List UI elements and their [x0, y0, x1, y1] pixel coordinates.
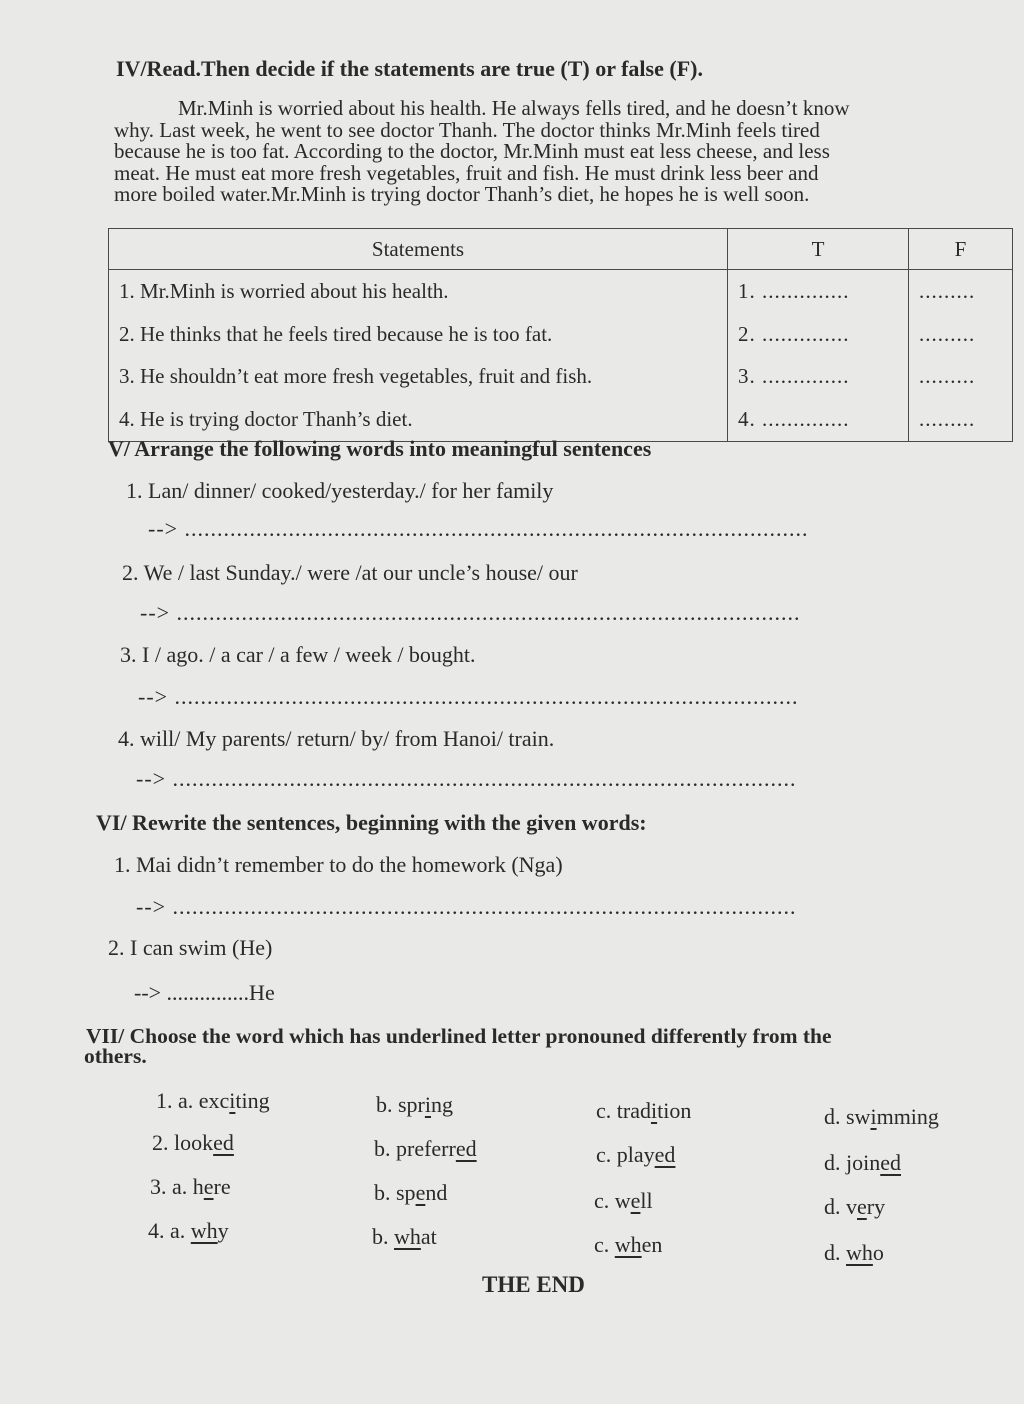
- rewrite-answer-line-2[interactable]: --> ...............He: [134, 980, 275, 1005]
- table-row: [109, 355, 1013, 398]
- true-answer-blank[interactable]: 1. ..............: [728, 270, 909, 313]
- underlined-letter: e: [415, 1180, 426, 1205]
- underlined-letter: e: [857, 1194, 867, 1219]
- underlined-letter: e: [630, 1188, 641, 1213]
- option-2b[interactable]: b. preferred: [374, 1136, 477, 1161]
- the-end-label: THE END: [482, 1272, 585, 1297]
- arrange-answer-line-1[interactable]: --> ................................................................................................: [148, 516, 809, 541]
- false-answer-blank[interactable]: .........: [909, 270, 1013, 313]
- passage-line: Mr.Minh is worried about his health. He always fells tired, and he doesn’t know: [178, 96, 850, 120]
- arrange-answer-line-4[interactable]: --> ................................................................................................: [136, 766, 797, 791]
- statement-cell: 1. Mr.Minh is worried about his health.: [109, 270, 728, 313]
- underlined-letter: wh: [394, 1224, 421, 1249]
- underlined-letter: ed: [880, 1150, 901, 1175]
- false-answer-blank[interactable]: .........: [909, 398, 1013, 441]
- option-1b[interactable]: b. spring: [376, 1092, 454, 1117]
- statement-cell: 3. He shouldn’t eat more fresh vegetables, fruit and fish.: [109, 355, 728, 398]
- underlined-letter: i: [650, 1098, 658, 1123]
- underlined-letter: ed: [654, 1142, 676, 1167]
- option-3d[interactable]: d. very: [824, 1194, 886, 1219]
- option-4b[interactable]: b. what: [372, 1224, 437, 1249]
- passage-line: more boiled water.Mr.Minh is trying doctor Thanh’s diet, he hopes he is well soon.: [114, 182, 810, 206]
- rewrite-prompt-2: 2. I can swim (He): [108, 935, 273, 960]
- rewrite-answer-line-1[interactable]: --> ................................................................................................: [136, 894, 797, 919]
- table-row: [109, 270, 1013, 313]
- section-4-heading: IV/Read.Then decide if the statements are true (T) or false (F).: [116, 56, 703, 81]
- option-4a[interactable]: 4. a. why: [148, 1218, 229, 1243]
- true-answer-blank[interactable]: 4. ..............: [728, 398, 909, 441]
- option-4d[interactable]: d. who: [824, 1240, 884, 1265]
- arrange-answer-line-2[interactable]: --> ................................................................................................: [140, 600, 801, 625]
- arrange-prompt-3: 3. I / ago. / a car / a few / week / bought.: [120, 642, 476, 667]
- arrange-prompt-4: 4. will/ My parents/ return/ by/ from Hanoi/ train.: [118, 726, 555, 751]
- section-5-heading: V/ Arrange the following words into meaningful sentences: [108, 436, 652, 461]
- option-4c[interactable]: c. when: [594, 1232, 663, 1257]
- option-1a[interactable]: 1. a. exciting: [156, 1088, 270, 1113]
- passage-line: meat. He must eat more fresh vegetables, fruit and fish. He must drink less beer and: [114, 160, 819, 185]
- true-answer-blank[interactable]: 3. ..............: [728, 355, 909, 398]
- option-2a[interactable]: 2. looked: [152, 1130, 234, 1155]
- false-answer-blank[interactable]: .........: [909, 313, 1013, 356]
- underlined-letter: wh: [614, 1232, 642, 1257]
- underlined-letter: i: [424, 1092, 432, 1117]
- underlined-letter: wh: [846, 1240, 873, 1265]
- option-1c[interactable]: c. tradition: [596, 1098, 692, 1123]
- underlined-letter: ed: [455, 1136, 477, 1161]
- underlined-letter: e: [203, 1174, 214, 1199]
- section-7-heading-cont: others.: [84, 1044, 147, 1068]
- passage-line: why. Last week, he went to see doctor Thanh. The doctor thinks Mr.Minh feels tired: [114, 117, 820, 142]
- option-2d[interactable]: d. joined: [824, 1150, 901, 1175]
- option-3b[interactable]: b. spend: [374, 1180, 448, 1205]
- header-statements: Statements: [109, 229, 728, 270]
- arrange-answer-line-3[interactable]: --> ................................................................................................: [138, 684, 799, 709]
- underlined-letter: wh: [190, 1218, 218, 1243]
- section-7-heading: VII/ Choose the word which has underlined letter pronouned differently from the: [86, 1024, 832, 1048]
- option-3a[interactable]: 3. a. here: [150, 1174, 231, 1199]
- section-6-heading: VI/ Rewrite the sentences, beginning with the given words:: [96, 810, 647, 835]
- rewrite-prompt-1: 1. Mai didn’t remember to do the homework (Nga): [114, 852, 563, 877]
- header-true: T: [728, 229, 909, 270]
- passage-line: because he is too fat. According to the doctor, Mr.Minh must eat less cheese, and less: [114, 139, 830, 163]
- header-false: F: [909, 229, 1013, 270]
- statement-cell: 4. He is trying doctor Thanh’s diet.: [109, 398, 728, 441]
- arrange-prompt-2: 2. We / last Sunday./ were /at our uncle’s house/ our: [122, 560, 578, 585]
- reading-passage: [114, 98, 1010, 206]
- option-2c[interactable]: c. played: [596, 1142, 676, 1167]
- true-false-table: [108, 228, 1013, 442]
- statement-cell: 2. He thinks that he feels tired because he is too fat.: [109, 313, 728, 356]
- arrange-prompt-1: 1. Lan/ dinner/ cooked/yesterday./ for her family: [126, 478, 554, 503]
- false-answer-blank[interactable]: .........: [909, 355, 1013, 398]
- underlined-letter: ed: [213, 1130, 234, 1155]
- underlined-letter: i: [229, 1088, 236, 1113]
- table-row: [109, 313, 1013, 356]
- underlined-letter: i: [870, 1104, 877, 1129]
- table-row: [109, 398, 1013, 441]
- option-3c[interactable]: c. well: [594, 1188, 653, 1213]
- true-answer-blank[interactable]: 2. ..............: [728, 313, 909, 356]
- option-1d[interactable]: d. swimming: [824, 1104, 939, 1129]
